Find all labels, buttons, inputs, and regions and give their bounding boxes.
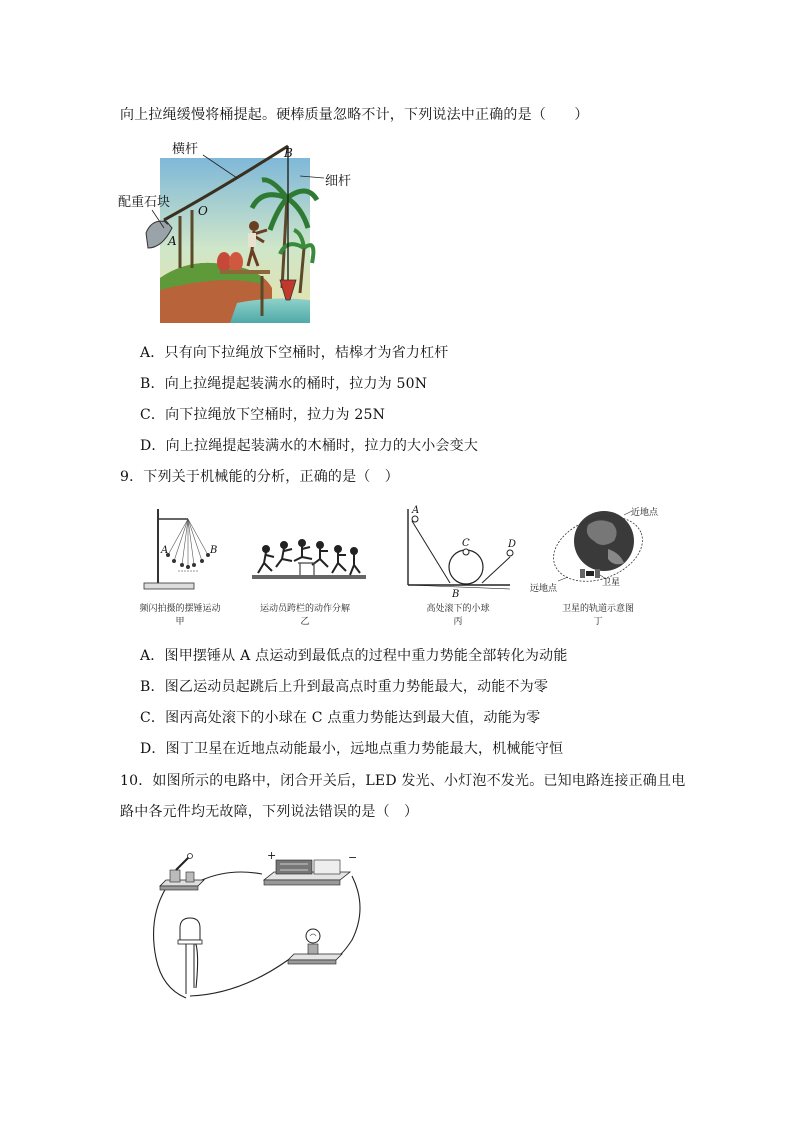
- q8-stem: 向上拉绳缓慢将桶提起。硬棒质量忽略不计，下列说法中正确的是（ ）: [120, 107, 589, 123]
- bing-point-D: D: [508, 539, 517, 550]
- bing-point-C: C: [462, 538, 470, 549]
- battery-component: [264, 860, 350, 885]
- satellite-icon: [580, 569, 600, 578]
- label-thin-rod: 细杆: [325, 174, 352, 189]
- q8-option-a: A．只有向下拉绳放下空桶时，桔槔才为省力杠杆: [140, 345, 449, 361]
- switch-component: [160, 854, 204, 891]
- jia-tag: 甲: [175, 617, 185, 627]
- ding-tag: 丁: [593, 617, 603, 627]
- q9-stem: 9．下列关于机械能的分析，正确的是（ ）: [120, 469, 399, 485]
- q9-option-c: C．图丙高处滚下的小球在 C 点重力势能达到最大值，动能为零: [140, 710, 541, 726]
- q8-option-d: D．向上拉绳提起装满水的木桶时，拉力的大小会变大: [140, 438, 479, 454]
- bulb-component: [288, 929, 342, 964]
- q9-figure-bing: [398, 505, 518, 627]
- q8-option-b: B．向上拉绳提起装满水的桶时，拉力为 50N: [140, 376, 428, 392]
- q9-option-a: A．图甲摆锤从 A 点运动到最低点的过程中重力势能全部转化为动能: [140, 648, 568, 664]
- ding-near-label: 近地点: [631, 508, 659, 518]
- hurdler-illustration: [250, 505, 370, 595]
- q8-well-sweep-figure: [112, 138, 362, 328]
- ding-far-label: 远地点: [530, 584, 558, 594]
- q8-option-c: C．向下拉绳放下空桶时，拉力为 25N: [140, 407, 386, 423]
- q9-figure-jia: [130, 505, 240, 627]
- q10-stem-line1: 10．如图所示的电路中，闭合开关后，LED 发光、小灯泡不发光。已知电路连接正确且电: [120, 773, 686, 789]
- ding-sat-label: 卫星: [602, 578, 621, 588]
- q9-option-d: D．图丁卫星在近地点动能最小，远地点重力势能最大，机械能守恒: [140, 741, 564, 757]
- bing-caption: 高处滚下的小球: [426, 604, 490, 614]
- bing-point-B: B: [452, 589, 460, 600]
- q9-figure-ding: [528, 505, 678, 627]
- well-sweep-illustration: [112, 138, 362, 328]
- battery-minus-label: −: [348, 851, 358, 864]
- circuit-illustration: [140, 848, 370, 1003]
- q10-stem-line2: 路中各元件均无故障，下列说法错误的是（ ）: [120, 804, 419, 820]
- point-O-label: O: [198, 204, 208, 218]
- bing-tag: 丙: [453, 617, 463, 627]
- point-B-label: B: [284, 146, 293, 160]
- jia-point-B: B: [210, 545, 218, 556]
- q10-circuit-figure: [140, 848, 370, 1003]
- jia-point-A: A: [161, 545, 169, 556]
- label-counterweight: 配重石块: [118, 195, 171, 210]
- ding-caption: 卫星的轨道示意图: [561, 604, 634, 614]
- pendulum-illustration: [130, 505, 240, 595]
- yi-caption: 运动员跨栏的动作分解: [259, 604, 350, 614]
- point-A-label: A: [168, 234, 177, 248]
- yi-tag: 乙: [300, 617, 310, 627]
- q9-figure-yi: [250, 505, 370, 627]
- bing-point-A: A: [412, 505, 420, 516]
- battery-plus-label: +: [267, 849, 277, 862]
- led-component: [178, 918, 202, 994]
- jia-caption: 频闪拍摄的摆锤运动: [139, 604, 221, 614]
- q9-option-b: B．图乙运动员起跳后上升到最高点时重力势能最大，动能不为零: [140, 679, 549, 695]
- rolling-ball-track-illustration: [398, 505, 518, 595]
- label-crossbar: 横杆: [172, 142, 199, 157]
